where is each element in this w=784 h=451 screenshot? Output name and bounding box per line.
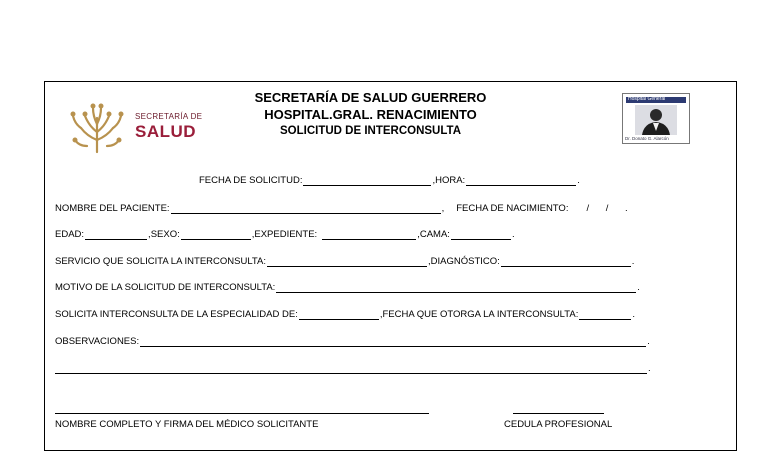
fecha-solicitud-label: FECHA DE SOLICITUD: bbox=[199, 175, 303, 186]
row-fecha-hora: FECHA DE SOLICITUD: , HORA: . bbox=[199, 175, 580, 186]
logo-small-text: SECRETARÍA DE bbox=[135, 112, 203, 121]
row-observaciones: OBSERVACIONES: . bbox=[55, 336, 650, 347]
especialidad-field[interactable] bbox=[299, 310, 379, 320]
cedula-label: CEDULA PROFESIONAL bbox=[504, 419, 613, 430]
expediente-field[interactable] bbox=[322, 230, 416, 240]
hora-label: HORA: bbox=[435, 175, 466, 186]
row-observaciones-2: . bbox=[55, 363, 651, 374]
row-paciente: NOMBRE DEL PACIENTE: , FECHA DE NACIMIENTO: / / . bbox=[55, 203, 628, 214]
header-form-name: SOLICITUD DE INTERCONSULTA bbox=[279, 125, 461, 137]
portrait-band bbox=[626, 97, 686, 103]
edad-label: EDAD: bbox=[55, 229, 85, 240]
interconsulta-form bbox=[44, 81, 737, 451]
fecha-nacimiento-label: FECHA DE NACIMIENTO: bbox=[456, 203, 569, 214]
logo-big-text: SALUD bbox=[135, 122, 197, 141]
servicio-field[interactable] bbox=[267, 257, 427, 267]
diagnostico-label: DIAGNÓSTICO: bbox=[430, 256, 500, 267]
cama-label: CAMA: bbox=[419, 229, 450, 240]
header-hospital: HOSPITAL.GRAL. RENACIMIENTO bbox=[264, 107, 477, 122]
portrait-person-icon bbox=[635, 105, 677, 135]
row-servicio: SERVICIO QUE SOLICITA LA INTERCONSULTA: , DIAGNÓSTICO: . bbox=[55, 256, 635, 267]
sexo-label: SEXO: bbox=[150, 229, 180, 240]
firma-medico-line[interactable] bbox=[55, 413, 429, 414]
observaciones-label: OBSERVACIONES: bbox=[55, 336, 140, 347]
cedula-line[interactable] bbox=[513, 413, 604, 414]
observaciones-field[interactable] bbox=[140, 337, 646, 347]
portrait-band-text: Hospital General bbox=[628, 96, 666, 102]
motivo-label: MOTIVO DE LA SOLICITUD DE INTERCONSULTA: bbox=[55, 282, 276, 293]
diagnostico-field[interactable] bbox=[501, 257, 631, 267]
portrait-caption: Dr. Donato G. Alarcón bbox=[625, 136, 669, 141]
servicio-label: SERVICIO QUE SOLICITA LA INTERCONSULTA: bbox=[55, 256, 266, 267]
sexo-field[interactable] bbox=[181, 230, 251, 240]
expediente-label: EXPEDIENTE: bbox=[254, 229, 318, 240]
nombre-paciente-label: NOMBRE DEL PACIENTE: bbox=[55, 203, 170, 214]
edad-field[interactable] bbox=[85, 230, 147, 240]
firma-medico-label: NOMBRE COMPLETO Y FIRMA DEL MÉDICO SOLICITANTE bbox=[55, 419, 319, 430]
hospital-portrait bbox=[622, 93, 690, 144]
cama-field[interactable] bbox=[451, 230, 511, 240]
especialidad-label: SOLICITA INTERCONSULTA DE LA ESPECIALIDAD DE: bbox=[55, 309, 298, 320]
fecha-otorga-label: FECHA QUE OTORGA LA INTERCONSULTA: bbox=[382, 309, 579, 320]
observaciones-field-2[interactable] bbox=[55, 364, 647, 374]
fecha-nacimiento-field[interactable]: / / . bbox=[586, 203, 628, 214]
fecha-otorga-field[interactable] bbox=[579, 310, 631, 320]
nombre-paciente-field[interactable] bbox=[171, 204, 441, 214]
row-edad: EDAD: , SEXO: , EXPEDIENTE: , CAMA: . bbox=[55, 229, 515, 240]
fecha-solicitud-field[interactable] bbox=[303, 176, 431, 186]
row-motivo: MOTIVO DE LA SOLICITUD DE INTERCONSULTA: . bbox=[55, 282, 640, 293]
row-especialidad: SOLICITA INTERCONSULTA DE LA ESPECIALIDAD DE: , FECHA QUE OTORGA LA INTERCONSULTA: . bbox=[55, 309, 635, 320]
motivo-field[interactable] bbox=[276, 283, 636, 293]
header-title: SECRETARÍA DE SALUD GUERRERO bbox=[254, 90, 487, 105]
hora-field[interactable] bbox=[466, 176, 576, 186]
